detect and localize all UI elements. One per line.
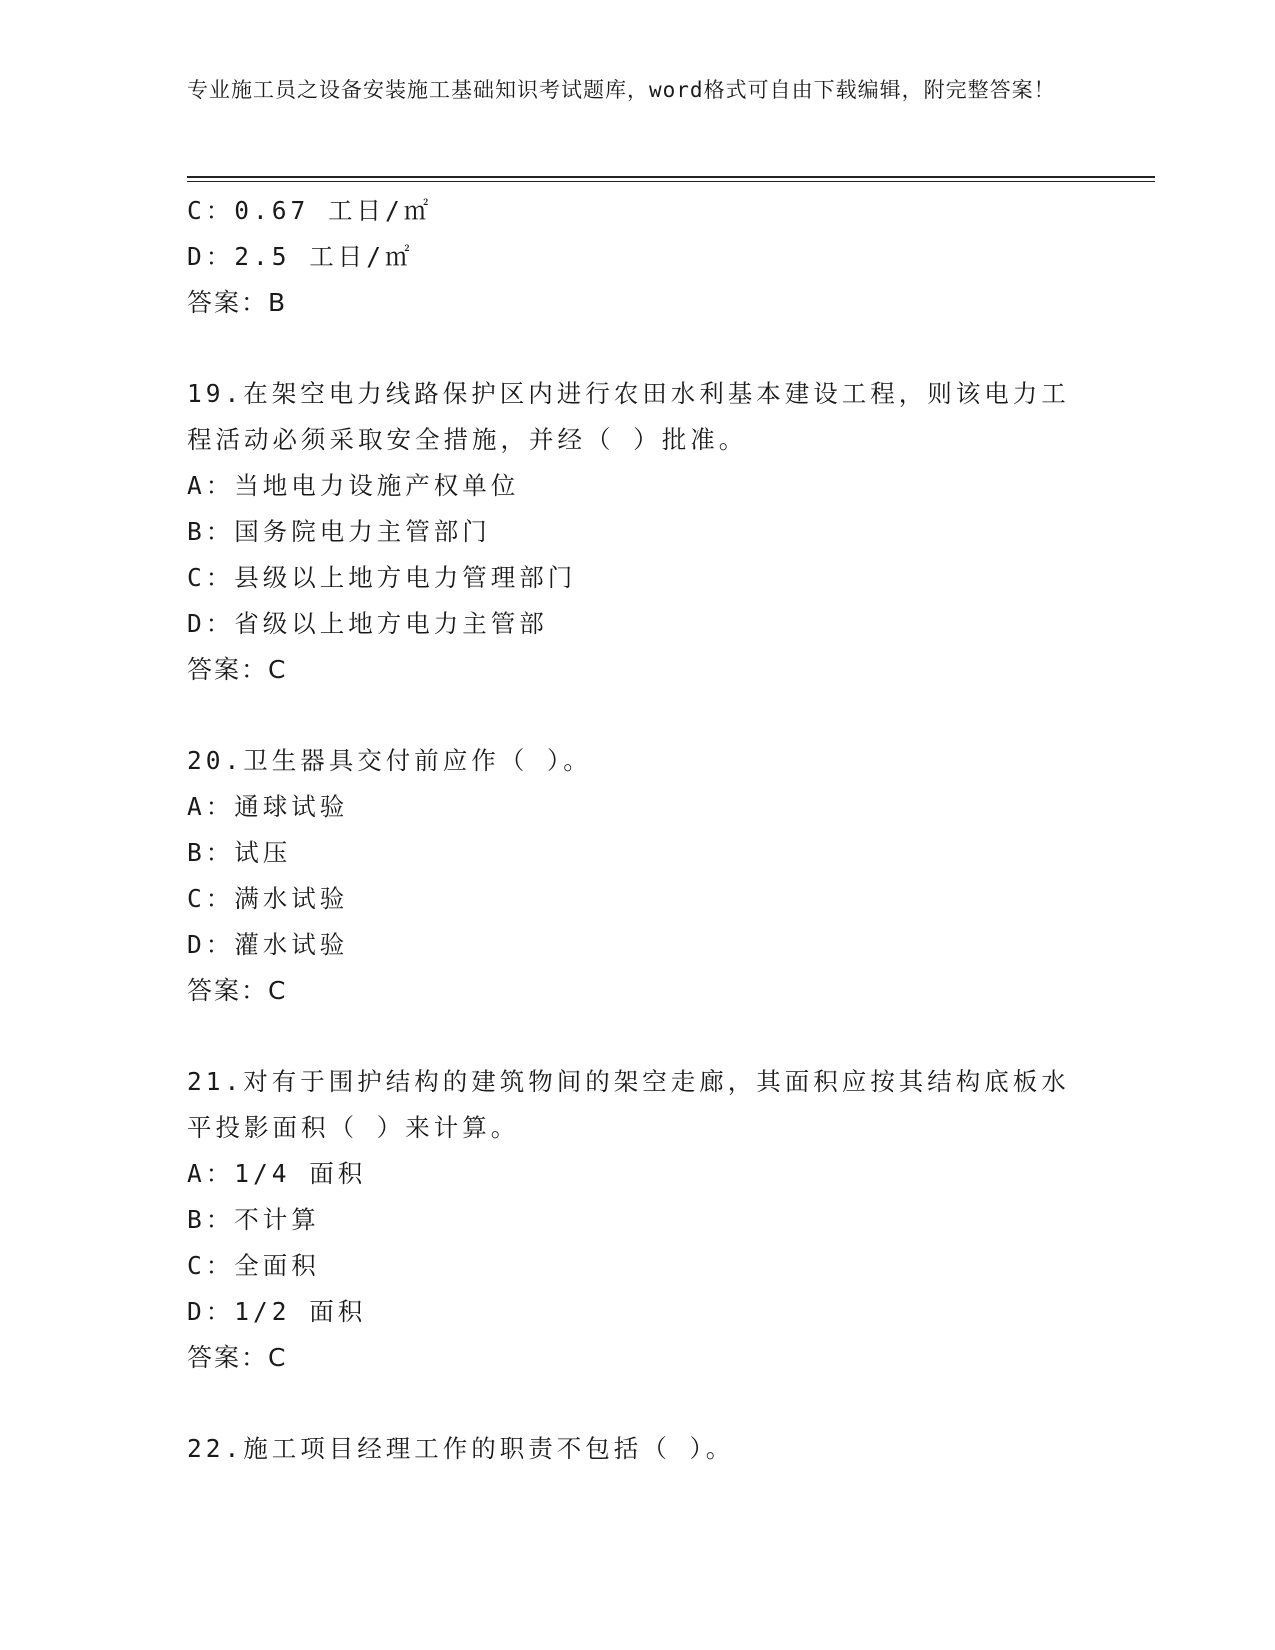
question-stem-line: 平投影面积（ ）来计算。 bbox=[187, 1113, 520, 1142]
header-divider-thin bbox=[187, 181, 1155, 182]
option-b: B：不计算 bbox=[187, 1205, 320, 1234]
answer-line: 答案：C bbox=[187, 976, 288, 1005]
option-b: B：试压 bbox=[187, 838, 292, 867]
question-19 bbox=[187, 371, 1087, 693]
header-divider-thick bbox=[187, 176, 1155, 178]
option-c: C：全面积 bbox=[187, 1251, 320, 1280]
option-d: D：灌水试验 bbox=[187, 930, 349, 959]
option-d: D：1/2 面积 bbox=[187, 1297, 367, 1326]
answer-line: 答案：B bbox=[187, 288, 288, 317]
answer-line: 答案：C bbox=[187, 1343, 288, 1372]
option-d: D：省级以上地方电力主管部 bbox=[187, 609, 548, 638]
option-a: A：1/4 面积 bbox=[187, 1159, 367, 1188]
option-c: C：满水试验 bbox=[187, 884, 349, 913]
question-22 bbox=[187, 1426, 1087, 1472]
question-21 bbox=[187, 1059, 1087, 1381]
question-content bbox=[187, 188, 1087, 1472]
page-header: 专业施工员之设备安装施工基础知识考试题库，word格式可自由下载编辑，附完整答案！ bbox=[187, 78, 1056, 102]
question-20 bbox=[187, 738, 1087, 1014]
option-b: B：国务院电力主管部门 bbox=[187, 517, 491, 546]
option-d: D：2.5 工日/㎡ bbox=[187, 242, 414, 271]
option-c: C：县级以上地方电力管理部门 bbox=[187, 563, 577, 592]
question-stem-line: 21.对有于围护结构的建筑物间的架空走廊，其面积应按其结构底板水 bbox=[187, 1067, 1070, 1096]
question-stem-line: 19.在架空电力线路保护区内进行农田水利基本建设工程，则该电力工 bbox=[187, 379, 1070, 408]
option-a: A：当地电力设施产权单位 bbox=[187, 471, 520, 500]
option-a: A：通球试验 bbox=[187, 792, 349, 821]
carryover-block bbox=[187, 188, 1087, 326]
option-c: C：0.67 工日/㎡ bbox=[187, 196, 433, 225]
answer-line: 答案：C bbox=[187, 655, 288, 684]
question-stem-line: 22.施工项目经理工作的职责不包括（ ）。 bbox=[187, 1434, 735, 1463]
question-stem-line: 20.卫生器具交付前应作（ ）。 bbox=[187, 746, 592, 775]
question-stem-line: 程活动必须采取安全措施，并经（ ）批准。 bbox=[187, 425, 748, 454]
